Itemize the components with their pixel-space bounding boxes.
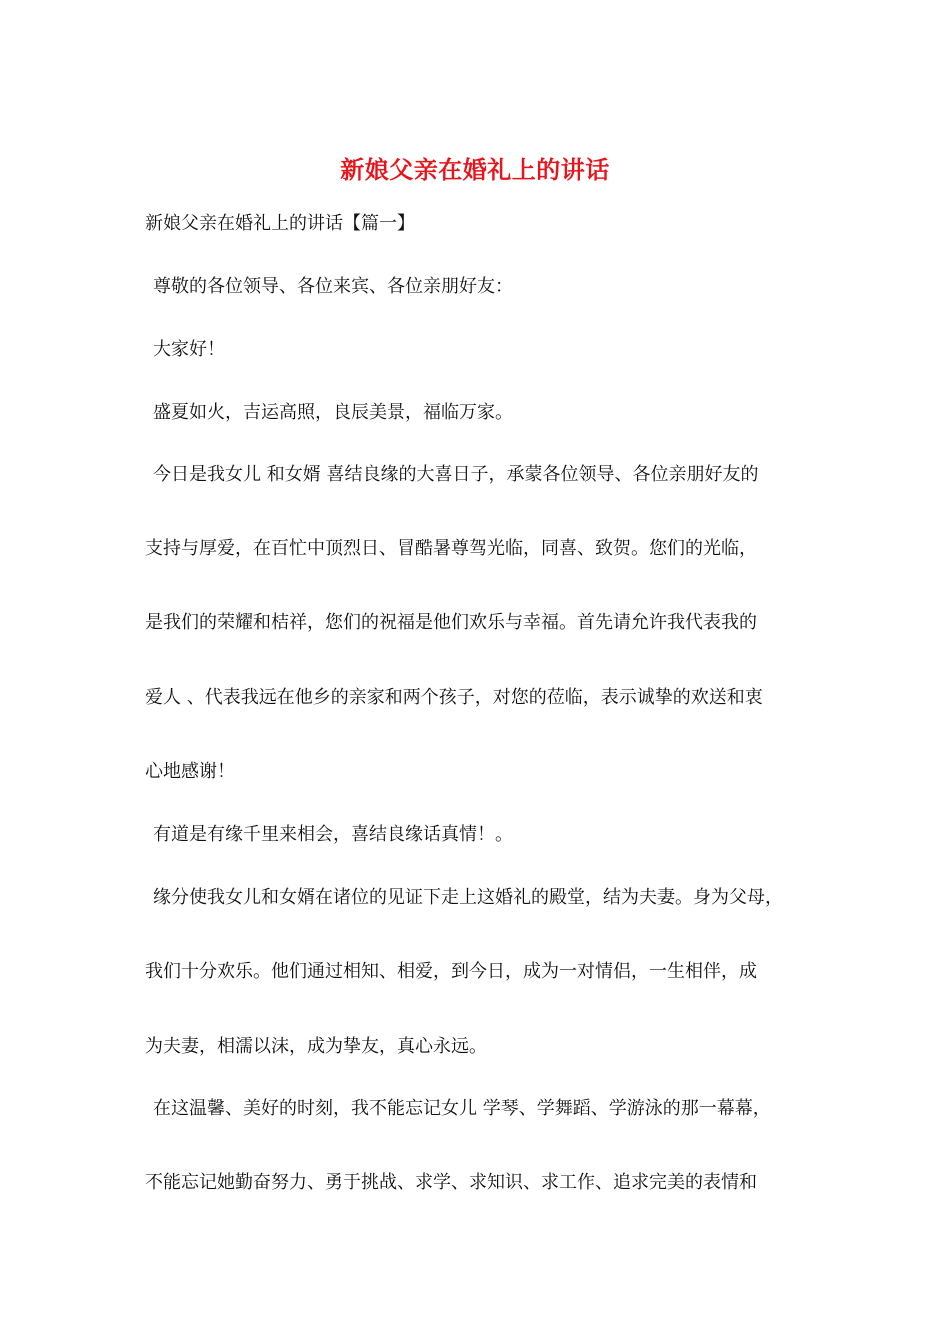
- paragraph-line: 盛夏如火，吉运高照，良辰美景，福临万家。: [153, 402, 513, 423]
- paragraph-line: 今日是我女儿 和女婿 喜结良缘的大喜日子，承蒙各位领导、各位亲朋好友的: [153, 464, 759, 485]
- paragraph-line: 爱人 、代表我远在他乡的亲家和两个孩子，对您的莅临，表示诚挚的欢送和衷: [145, 687, 763, 708]
- paragraph-line: 心地感谢！: [145, 761, 235, 782]
- paragraph-line: 缘分使我女儿和女婿在诸位的见证下走上这婚礼的殿堂，结为夫妻。身为父母，: [153, 887, 783, 908]
- paragraph-line: 大家好！: [153, 339, 225, 360]
- paragraph-line: 是我们的荣耀和桔祥，您们的祝福是他们欢乐与幸福。首先请允许我代表我的: [145, 612, 757, 633]
- document-title: 新娘父亲在婚礼上的讲话: [340, 155, 610, 184]
- paragraph-line: 支持与厚爱，在百忙中顶烈日、冒酷暑尊驾光临，同喜、致贺。您们的光临，: [145, 538, 757, 559]
- paragraph-line: 在这温馨、美好的时刻，我不能忘记女儿 学琴、学舞蹈、学游泳的那一幕幕，: [153, 1098, 771, 1119]
- section-heading: 新娘父亲在婚礼上的讲话【篇一】: [145, 213, 415, 234]
- paragraph-line: 为夫妻，相濡以沫，成为挚友，真心永远。: [145, 1036, 487, 1057]
- paragraph-line: 不能忘记她勤奋努力、勇于挑战、求学、求知识、求工作、追求完美的表情和: [145, 1172, 757, 1193]
- paragraph-line: 尊敬的各位领导、各位来宾、各位亲朋好友：: [153, 276, 513, 297]
- paragraph-line: 有道是有缘千里来相会，喜结良缘话真情！。: [153, 824, 513, 845]
- paragraph-line: 我们十分欢乐。他们通过相知、相爱，到今日，成为一对情侣，一生相伴，成: [145, 961, 757, 982]
